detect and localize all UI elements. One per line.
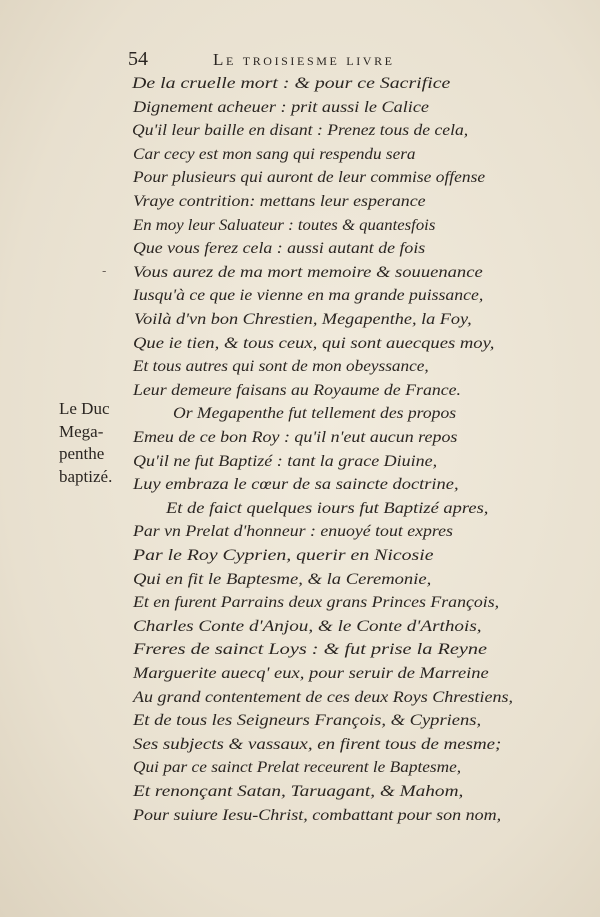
- verse-line: Qui par ce sainct Prelat receurent le Baptesme,: [133, 757, 462, 777]
- verse-line: Pour plusieurs qui auront de leur commise offense: [133, 167, 486, 187]
- verse-line: Et en furent Parrains deux grans Princes François,: [133, 592, 500, 612]
- page-number: 54: [128, 48, 148, 70]
- verse-line: Vraye contrition: mettans leur esperance: [133, 191, 426, 210]
- verse-line: Iusqu'à ce que ie vienne en ma grande puissance,: [133, 285, 484, 305]
- verse-line: Que ie tien, & tous ceux, qui sont auecques moy,: [133, 332, 495, 352]
- marginal-note-line: Mega-: [59, 421, 104, 441]
- marginal-note-line: Le Duc: [59, 399, 110, 418]
- verse-line: Par le Roy Cyprien, querir en Nicosie: [133, 545, 434, 564]
- running-title: Le troisiesme livre: [213, 50, 395, 69]
- verse-line: Qui en fit le Baptesme, & la Ceremonie,: [133, 568, 432, 588]
- verse-line: Freres de sainct Loys : & fut prise la Reyne: [133, 639, 488, 659]
- verse-line: Charles Conte d'Anjou, & le Conte d'Arthois,: [133, 615, 482, 635]
- verse-line: Au grand contentement de ces deux Roys Chrestiens,: [133, 686, 514, 706]
- verse-line: Qu'il ne fut Baptizé : tant la grace Diuine,: [133, 450, 438, 470]
- verse-line: Par vn Prelat d'honneur : enuoyé tout expres: [133, 521, 453, 541]
- verse-line: Voilà d'vn bon Chrestien, Megapenthe, la Foy,: [134, 309, 472, 328]
- margin-dash: -: [102, 264, 107, 279]
- verse-line: Dignement acheuer : prit aussi le Calice: [133, 96, 429, 116]
- verse-line: Que vous ferez cela : aussi autant de fois: [133, 238, 426, 258]
- verse-line: Luy embraza le cœur de sa saincte doctrine,: [133, 474, 459, 494]
- marginal-note-line: penthe: [59, 444, 105, 463]
- verse-line: Et renonçant Satan, Taruagant, & Mahom,: [133, 781, 464, 800]
- verse-line: Marguerite auecq' eux, pour seruir de Marreine: [133, 663, 489, 682]
- verse-line: Et de tous les Seigneurs François, & Cypriens,: [133, 710, 482, 730]
- verse-line: Ses subjects & vassaux, en firent tous de mesme;: [133, 733, 502, 753]
- marginal-note-line: baptizé.: [59, 466, 113, 486]
- verse-line: Qu'il leur baille en disant : Prenez tous de cela,: [132, 120, 469, 140]
- verse-line: Vous aurez de ma mort memoire & souuenance: [133, 261, 483, 281]
- verse-line: Et de faict quelques iours fut Baptizé apres,: [166, 497, 489, 517]
- marginal-note: [59, 398, 129, 488]
- verse-line: De la cruelle mort : & pour ce Sacrifice: [132, 73, 451, 92]
- verse-line: Pour suiure Iesu-Christ, combattant pour son nom,: [133, 804, 502, 824]
- page-header: [0, 44, 600, 72]
- verse-line: En moy leur Saluateur : toutes & quantesfois: [133, 214, 436, 234]
- verse-line: Et tous autres qui sont de mon obeyssance,: [133, 356, 429, 376]
- verse-line: Emeu de ce bon Roy : qu'il n'eut aucun repos: [133, 427, 458, 446]
- verse-line: Car cecy est mon sang qui respendu sera: [133, 143, 416, 163]
- verse-line: Leur demeure faisans au Royaume de France.: [133, 379, 462, 399]
- verse-line: Or Megapenthe fut tellement des propos: [173, 403, 457, 423]
